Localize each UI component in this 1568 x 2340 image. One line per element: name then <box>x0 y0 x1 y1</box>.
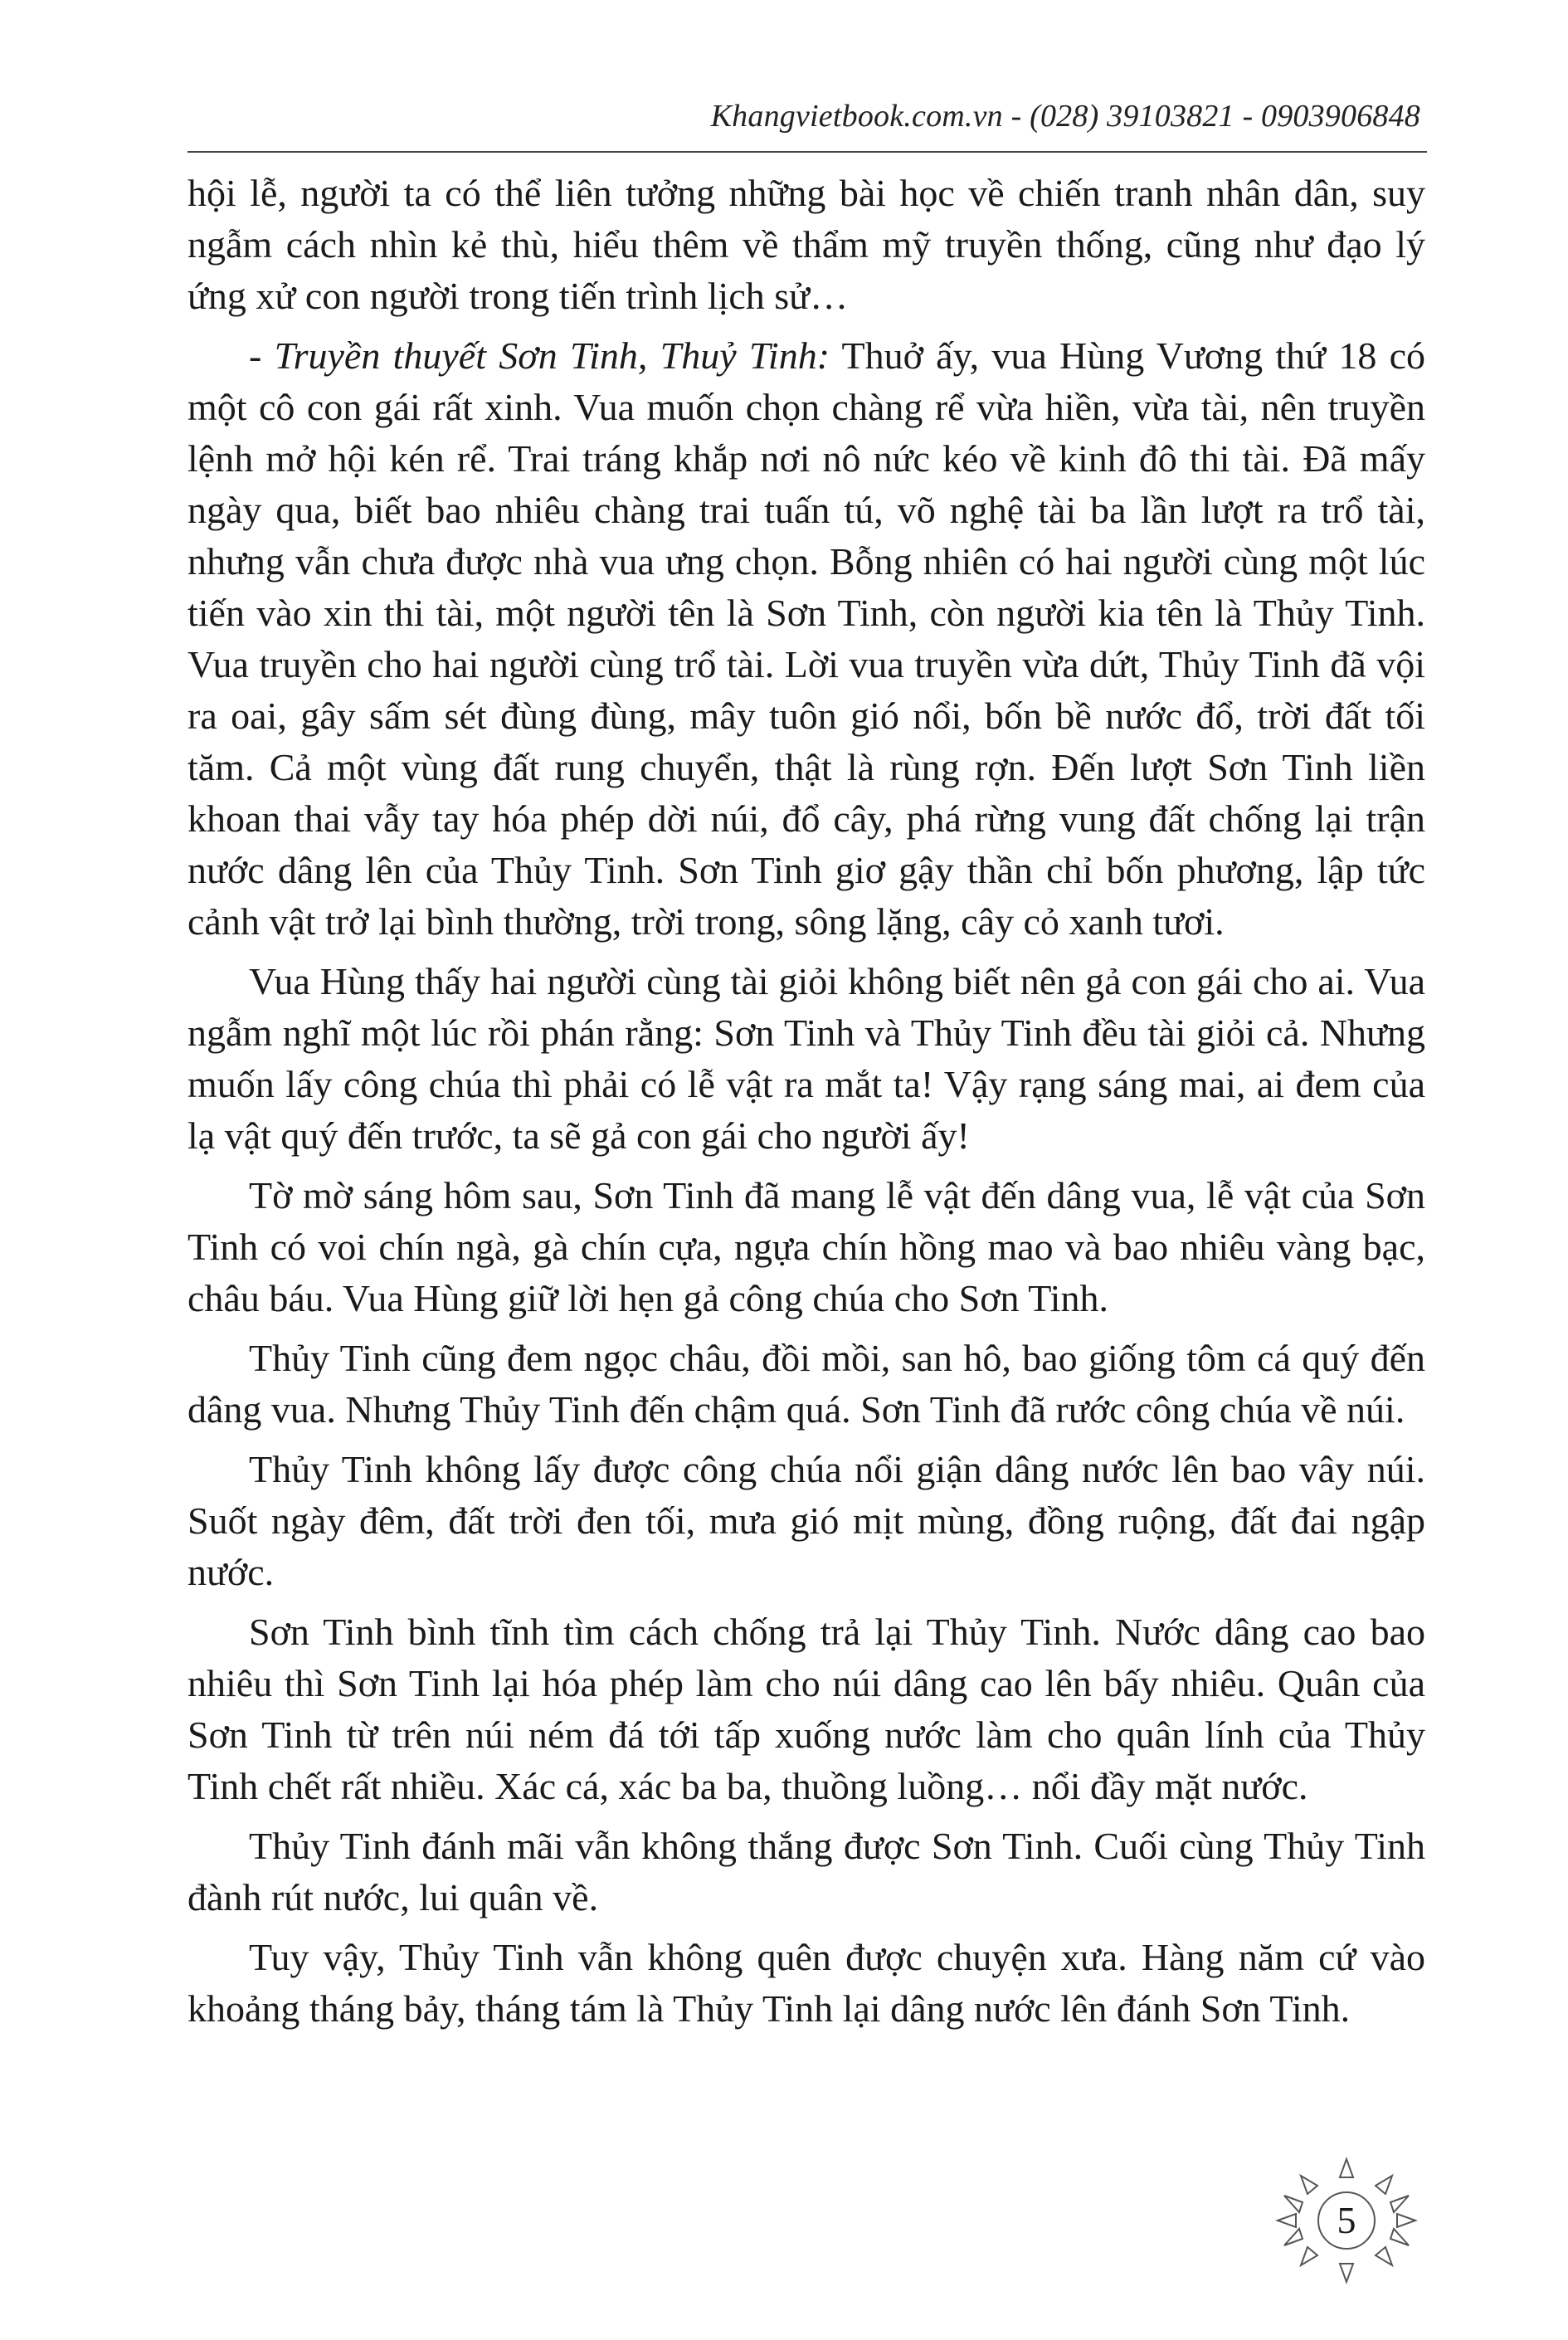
paragraph-4: Tờ mờ sáng hôm sau, Sơn Tinh đã mang lễ vật đến dâng vua, lễ vật của Sơn Tinh có voi chín ngà, gà chín cựa, ngựa chín hồng mao và bao nhiêu vàng bạc, châu báu. Vua Hùng giữ lời hẹn gả công chúa cho Sơn Tinh. <box>187 1174 1425 1319</box>
paragraph-3: Vua Hùng thấy hai người cùng tài giỏi không biết nên gả con gái cho ai. Vua ngẫm nghĩ một lúc rồi phán rằng: Sơn Tinh và Thủy Tinh đều tài giỏi cả. Nhưng muốn lấy công chúa thì phải có lễ vật ra mắt ta! Vậy rạng sáng mai, ai đem của lạ vật quý đến trước, ta sẽ gả con gái cho người ấy! <box>187 960 1425 1157</box>
paragraph-8: Thủy Tinh đánh mãi vẫn không thắng được Sơn Tinh. Cuối cùng Thủy Tinh đành rút nước, lui quân về. <box>187 1825 1425 1918</box>
paragraph-6: Thủy Tinh không lấy được công chúa nổi giận dâng nước lên bao vây núi. Suốt ngày đêm, đất trời đen tối, mưa gió mịt mùng, đồng ruộng, đất đai ngập nước. <box>187 1448 1425 1593</box>
paragraph-1: hội lễ, người ta có thể liên tưởng những bài học về chiến tranh nhân dân, suy ngẫm cách nhìn kẻ thù, hiểu thêm về thẩm mỹ truyền thống, cũng như đạo lý ứng xử con người trong tiến trình lịch sử… <box>187 172 1425 317</box>
header-rule <box>187 151 1427 153</box>
paragraph-2 <box>187 330 1425 948</box>
paragraph-7: Sơn Tinh bình tĩnh tìm cách chống trả lại Thủy Tinh. Nước dâng cao bao nhiêu thì Sơn Tinh lại hóa phép làm cho núi dâng cao lên bấy nhiêu. Quân của Sơn Tinh từ trên núi ném đá tới tấp xuống nước làm cho quân lính của Thủy Tinh chết rất nhiều. Xác cá, xác ba ba, thuồng luồng… nổi đầy mặt nước. <box>187 1611 1425 1807</box>
legend-text: Thuở ấy, vua Hùng Vương thứ 18 có một cô con gái rất xinh. Vua muốn chọn chàng rể vừa hiền, vừa tài, nên truyền lệnh mở hội kén rể. Trai tráng khắp nơi nô nức kéo về kinh đô thi tài. Đã mấy ngày qua, biết bao nhiêu chàng trai tuấn tú, võ nghệ tài ba lần lượt ra trổ tài, nhưng vẫn chưa được nhà vua ưng chọn. Bỗng nhiên có hai người cùng một lúc tiến vào xin thi tài, một người tên là Sơn Tinh, còn người kia tên là Thủy Tinh. Vua truyền cho hai người cùng trổ tài. Lời vua truyền vừa dứt, Thủy Tinh đã vội ra oai, gây sấm sét đùng đùng, mây tuôn gió nổi, bốn bề nước đổ, trời đất tối tăm. Cả một vùng đất rung chuyển, thật là rùng rợn. Đến lượt Sơn Tinh liền khoan thai vẫy tay hóa phép dời núi, đổ cây, phá rừng vung đất chống lại trận nước dâng lên của Thủy Tinh. Sơn Tinh giơ gậy thần chỉ bốn phương, lập tức cảnh vật trở lại bình thường, trời trong, sông lặng, cây cỏ xanh tươi. <box>187 334 1426 943</box>
running-header: Khangvietbook.com.vn - (028) 39103821 - 0903906848 <box>710 99 1420 134</box>
paragraph-9: Tuy vậy, Thủy Tinh vẫn không quên được chuyện xưa. Hàng năm cứ vào khoảng tháng bảy, tháng tám là Thủy Tinh lại dâng nước lên đánh Sơn Tinh. <box>187 1936 1425 2030</box>
paragraph-5: Thủy Tinh cũng đem ngọc châu, đồi mồi, san hô, bao giống tôm cá quý đến dâng vua. Nhưng Thủy Tinh đến chậm quá. Sơn Tinh đã rước công chúa về núi. <box>187 1337 1425 1431</box>
page-number-ornament <box>1259 2154 1434 2300</box>
page-number: 5 <box>1337 2199 1356 2241</box>
page-body <box>187 168 1425 2043</box>
legend-title: - Truyền thuyết Sơn Tinh, Thuỷ Tinh: <box>249 334 830 377</box>
